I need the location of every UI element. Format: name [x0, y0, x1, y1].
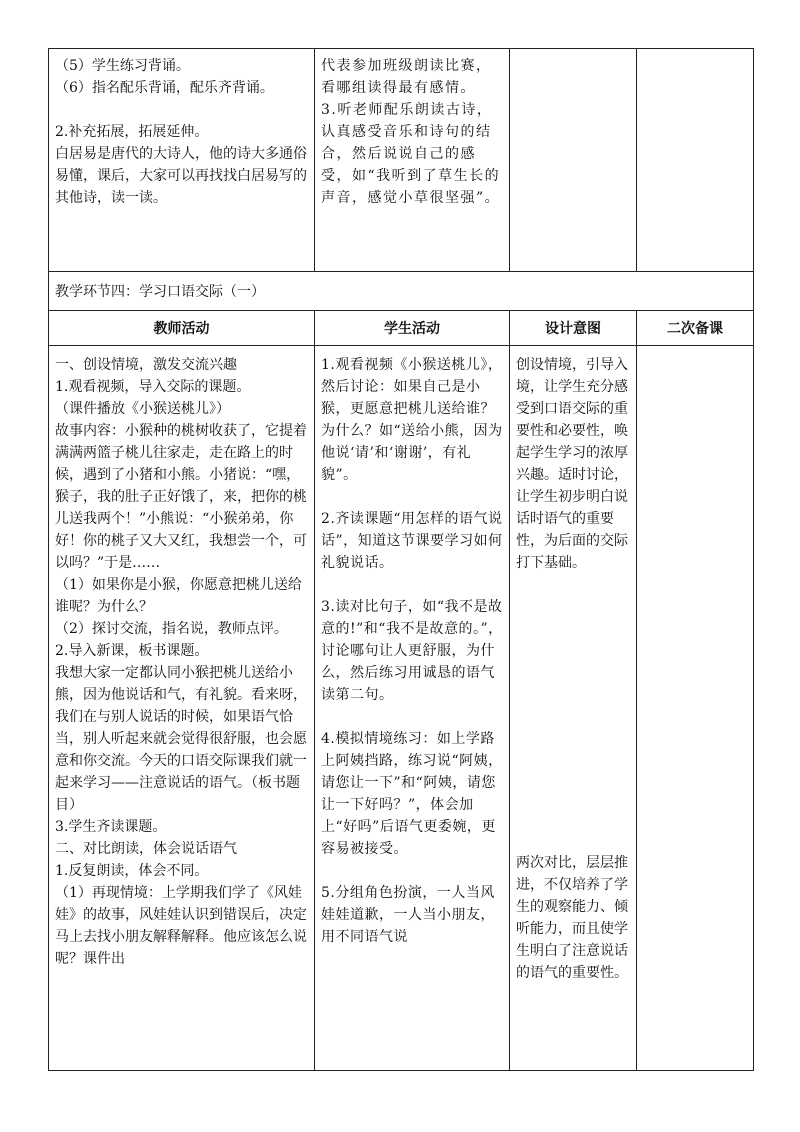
student-line: 代表参加班级朗读比赛，看哪组读得最有感情。: [321, 58, 492, 96]
content-row: [49, 346, 754, 1071]
student-line: 2.齐读课题“用怎样的语气说话”，知道这节课要学习如何礼貌说话。: [321, 511, 503, 571]
teacher-line: 2.补充拓展，拓展延伸。: [55, 124, 209, 140]
teacher-line: （6）指名配乐背诵，配乐齐背诵。: [55, 80, 274, 96]
lesson-plan-table: [48, 48, 754, 1071]
student-line: 3.读对比句子，如“我不是故意的!”和“我不是故意的。”，讨论哪句让人更舒服，为什么，然后练习用诚恳的语气读第二句。: [321, 599, 503, 703]
teacher-line: （1）再现情境：上学期我们学了《风娃娃》的故事，风娃娃认识到错误后，决定马上去找小朋友解释解释。他应该怎么说呢？课件出: [55, 885, 307, 967]
teacher-line: 1.反复朗读，体会不同。: [55, 863, 209, 879]
teacher-line: 故事内容：小猴种的桃树收获了，它提着满满两篮子桃儿往家走，走在路上的时候，遇到了小猪和小熊。小猪说：“嘿，猴子，我的肚子正好饿了，来，把你的桃儿送我两个！”小熊说：“小猴弟弟，你好！你的桃子又大又红，我想尝一个，可以吗？”于是……: [55, 423, 307, 571]
intent-text-top: 创设情境，引导入境，让学生充分感受到口语交际的重要性和必要性，唤起学生学习的浓厚兴趣。适时讨论，让学生初步明白说话时语气的重要性，为后面的交际打下基础。: [516, 357, 628, 571]
teacher-line: 2.导入新课，板书课题。: [55, 643, 209, 659]
student-line: 3.听老师配乐朗读古诗，认真感受音乐和诗句的结合，然后说说自己的感受，如“我听到了草生长的声音，感觉小草很坚强”。: [321, 102, 501, 206]
teacher-line: （1）如果你是小猴，你愿意把桃儿送给谁呢？为什么？: [55, 577, 302, 615]
student-line: 4.模拟情境练习：如上学路上阿姨挡路，练习说“阿姨，请您让一下”和“阿姨，请您让一下好吗？”，体会加上“好吗”后语气更委婉，更容易被接受。: [321, 731, 503, 857]
student-activity-cell-prev: [315, 49, 510, 272]
design-intent-cell: [510, 346, 637, 1071]
student-line: 5.分组角色扮演，一人当风娃娃道歉，一人当小朋友，用不同语气说: [321, 885, 495, 945]
teacher-line: 我想大家一定都认同小猴把桃儿送给小熊，因为他说话和气，有礼貌。看来呀，我们在与别人说话的时候，如果语气恰当，别人听起来就会觉得很舒服，也会愿意和你交流。今天的口语交际课我们就一起来学习——注意说话的语气。（板书题目）: [55, 665, 307, 813]
section-row: [49, 272, 754, 311]
continued-row: [49, 49, 754, 272]
teacher-line: （5）学生练习背诵。: [55, 58, 190, 74]
student-activity-cell: [315, 346, 510, 1071]
header-design-intent: 设计意图: [510, 311, 637, 346]
intent-cell-prev: [510, 49, 637, 272]
section-title: 教学环节四：学习口语交际（一）: [55, 284, 265, 300]
header-row: [49, 311, 754, 346]
teacher-line: （课件播放《小猴送桃儿》）: [55, 401, 230, 417]
header-second-prep: 二次备课: [637, 311, 754, 346]
student-line: 1.观看视频《小猴送桃儿》，然后讨论：如果自己是小猴，更愿意把桃儿送给谁？为什么？如“送给小熊，因为他说‘请’和‘谢谢’，有礼貌”。: [321, 357, 503, 483]
teacher-line: 一、创设情境，激发交流兴趣: [55, 357, 237, 373]
teacher-line: 1.观看视频，导入交际的课题。: [55, 379, 251, 395]
notes-cell-prev: [637, 49, 754, 272]
teacher-line: 白居易是唐代的大诗人，他的诗大多通俗易懂，课后，大家可以再找找白居易写的其他诗，读一读。: [55, 146, 307, 206]
teacher-line: 3.学生齐读课题。: [55, 819, 167, 835]
teacher-line: 二、对比朗读，体会说话语气: [55, 841, 237, 857]
header-student-activity: 学生活动: [315, 311, 510, 346]
intent-text-bottom: 两次对比，层层推进，不仅培养了学生的观察能力、倾听能力，而且使学生明白了注意说话的语气的重要性。: [516, 855, 628, 981]
second-prep-cell: [637, 346, 754, 1071]
teacher-line: （2）探讨交流，指名说，教师点评。: [55, 621, 288, 637]
header-teacher-activity: 教师活动: [49, 311, 315, 346]
teacher-activity-cell-prev: [49, 49, 315, 272]
teacher-activity-cell: [49, 346, 315, 1071]
